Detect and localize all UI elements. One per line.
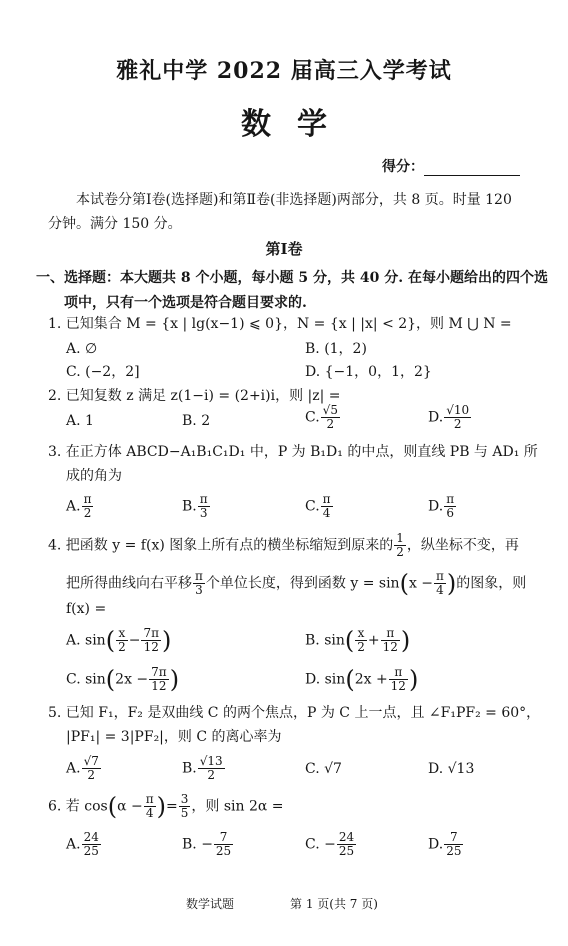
q6-stem-c: = xyxy=(166,798,178,815)
fraction-denominator: 12 xyxy=(143,640,159,654)
fraction-denominator: 2 xyxy=(357,640,365,654)
q2-option-a: A. 1 xyxy=(66,413,94,429)
q4-option-a-label: A. sin xyxy=(66,632,106,649)
q4-half-fraction xyxy=(394,532,406,559)
q2-option-c-label: C. xyxy=(305,409,320,426)
fraction-numerator: π xyxy=(322,492,331,506)
q4-c-fraction xyxy=(149,666,169,693)
q2-option-d-fraction xyxy=(444,404,471,431)
fraction-numerator: π xyxy=(436,569,444,583)
q4-b-fraction-1 xyxy=(355,627,367,654)
fraction-numerator: √5 xyxy=(322,403,338,417)
right-paren: ) xyxy=(169,665,180,694)
q3-option-b-fraction xyxy=(198,493,210,520)
q6-option-d xyxy=(428,831,464,858)
q4-option-d-label: D. sin xyxy=(305,671,346,688)
q5-option-a-label: A. xyxy=(66,760,81,777)
q4-option-d xyxy=(305,666,418,693)
q3-option-d xyxy=(428,493,457,520)
q4-shift-fraction xyxy=(193,570,205,597)
q6-option-c xyxy=(305,831,357,858)
left-paren: ( xyxy=(345,665,355,694)
fraction-numerator: √10 xyxy=(446,403,470,417)
q3-stem-line2: 成的角为 xyxy=(66,468,122,484)
q5-option-a xyxy=(66,755,102,782)
q5-option-b-label: B. xyxy=(182,760,197,777)
fraction-numerator: π xyxy=(195,569,203,583)
fraction-denominator: 2 xyxy=(83,506,92,520)
right-paren: ) xyxy=(446,569,457,598)
q4-a-fraction-1 xyxy=(116,627,128,654)
q4-a-fraction-2 xyxy=(141,627,161,654)
fraction-denominator: 2 xyxy=(396,545,404,559)
q4-d-fraction xyxy=(389,666,408,693)
q3-option-a xyxy=(66,493,94,520)
q6-stem-b: α − xyxy=(117,798,143,815)
footer-subject: 数学试题 xyxy=(186,897,235,911)
q1-option-a: A. ∅ xyxy=(66,341,98,357)
q6-value-fraction xyxy=(179,793,191,820)
q3-option-b xyxy=(182,493,211,520)
q2-option-c-fraction xyxy=(321,404,340,431)
q6-pi-fraction xyxy=(144,793,156,820)
fraction-denominator: 25 xyxy=(446,844,462,858)
q6-stem-a: 6. 若 cos xyxy=(48,798,108,815)
fraction-numerator: π xyxy=(145,792,154,806)
right-paren: ) xyxy=(161,626,172,655)
fraction-numerator: 1 xyxy=(396,531,404,545)
fraction-numerator: π xyxy=(83,492,92,506)
q2-option-b: B. 2 xyxy=(182,413,211,429)
q6-option-a xyxy=(66,831,102,858)
q4-option-b xyxy=(305,627,410,654)
fraction-numerator: π xyxy=(389,666,408,680)
fraction-numerator: π xyxy=(381,627,400,641)
q6-stem xyxy=(48,793,284,820)
part-heading: 一、选择题：本大题共 8 个小题，每小题 5 分，共 40 分. 在每小题给出的四个选项中，只有一个选项是符合题目要求的. xyxy=(36,270,548,311)
q4-stem-line1-b: ，纵坐标不变，再 xyxy=(406,537,519,554)
fraction-numerator: √13 xyxy=(199,754,223,768)
right-paren: ) xyxy=(400,626,411,655)
q5-stem-line1: 5. 已知 F₁，F₂ 是双曲线 C 的两个焦点，P 为 C 上一点，且 ∠F₁PF₂ = 60°， xyxy=(48,705,541,721)
q3-option-d-fraction xyxy=(444,493,456,520)
q3-option-b-label: B. xyxy=(182,498,197,515)
left-paren: ( xyxy=(399,569,409,598)
subject-title: 数学 xyxy=(241,107,353,142)
q3-option-c-fraction xyxy=(321,493,333,520)
q4-b-fraction-2 xyxy=(381,627,400,654)
q3-stem-line1: 3. 在正方体 ABCD−A₁B₁C₁D₁ 中，P 为 B₁D₁ 的中点，则直线 PB 与 AD₁ 所 xyxy=(48,444,538,460)
q2-stem: 2. 已知复数 z 满足 z(1−i) = (2+i)i，则 |z| = xyxy=(48,388,341,404)
right-paren: ) xyxy=(156,792,166,821)
fraction-numerator: 7π xyxy=(151,665,167,679)
fraction-denominator: 12 xyxy=(151,679,167,693)
fraction-numerator: 24 xyxy=(83,830,99,844)
q4-option-a xyxy=(66,627,171,654)
section-heading: 第Ⅰ卷 xyxy=(265,240,303,258)
q4-stem-line1-a: 4. 把函数 y = f(x) 图象上所有点的横坐标缩短到原来的 xyxy=(48,537,394,554)
q4-stem-line1 xyxy=(48,532,519,559)
fraction-denominator: 2 xyxy=(453,417,462,431)
q6-option-a-fraction xyxy=(82,831,101,858)
fraction-numerator: π xyxy=(199,492,208,506)
q2-option-d xyxy=(428,404,472,431)
fraction-denominator: 6 xyxy=(446,506,454,520)
exam-title: 雅礼中学 2022 届高三入学考试 xyxy=(116,58,452,84)
q4-d-term: 2x + xyxy=(354,671,388,688)
fraction-numerator: 7 xyxy=(214,831,233,845)
q4-stem-line2-b: 个单位长度，得到函数 y = sin xyxy=(205,575,400,592)
q5-option-c: C. √7 xyxy=(305,761,342,777)
q2-option-c xyxy=(305,404,341,431)
fraction-denominator: 4 xyxy=(145,806,154,820)
fraction-numerator: 24 xyxy=(338,830,355,844)
q4-stem-line2-c: x − xyxy=(408,575,434,592)
intro-text: 本试卷分第Ⅰ卷(选择题)和第Ⅱ卷(非选择题)两部分，共 8 页。时量 120 分钟。满分 150 分。 xyxy=(48,192,512,232)
q1-option-d: D. {−1，0，1，2} xyxy=(305,364,432,380)
fraction-denominator: 2 xyxy=(87,768,96,782)
fraction-numerator: 7π xyxy=(143,626,159,640)
q3-option-a-label: A. xyxy=(66,498,81,515)
q4-pi-fraction xyxy=(434,570,446,597)
fraction-denominator: 25 xyxy=(215,844,232,858)
fraction-denominator: 3 xyxy=(195,583,203,597)
right-paren: ) xyxy=(408,665,419,694)
fraction-denominator: 12 xyxy=(382,640,398,654)
q4-stem-line2-a: 把所得曲线向右平移 xyxy=(66,575,192,592)
footer-page-number: 第 1 页(共 7 页) xyxy=(290,897,378,911)
fraction-denominator: 25 xyxy=(83,844,99,858)
q6-option-a-label: A. xyxy=(66,836,81,853)
left-paren: ( xyxy=(344,626,355,655)
left-paren: ( xyxy=(107,792,118,821)
q6-option-b-label: B. − xyxy=(182,836,213,853)
operator: + xyxy=(367,632,380,649)
left-paren: ( xyxy=(105,626,116,655)
fraction-denominator: 4 xyxy=(436,583,444,597)
q4-stem-line2-d: 的图象，则 xyxy=(456,575,527,592)
q4-stem-line2 xyxy=(66,570,526,597)
q5-stem-line2: |PF₁| = 3|PF₂|，则 C 的离心率为 xyxy=(66,729,282,745)
q5-option-b xyxy=(182,755,226,782)
q5-option-a-fraction xyxy=(82,755,101,782)
q3-option-a-fraction xyxy=(82,493,94,520)
fraction-denominator: 2 xyxy=(118,640,126,654)
q3-option-c-label: C. xyxy=(305,498,320,515)
q6-option-d-fraction xyxy=(444,831,463,858)
q4-stem-line3: f(x) = xyxy=(66,601,107,617)
q4-c-term: 2x − xyxy=(115,671,149,688)
q4-option-c-label: C. sin xyxy=(66,671,106,688)
q5-option-d: D. √13 xyxy=(428,761,475,777)
fraction-numerator: √7 xyxy=(83,754,99,768)
q5-option-b-fraction xyxy=(198,755,225,782)
q6-option-c-fraction xyxy=(337,831,356,858)
fraction-numerator: 3 xyxy=(180,792,189,806)
q6-option-c-label: C. − xyxy=(305,836,336,853)
score-blank xyxy=(424,175,520,176)
q3-option-c xyxy=(305,493,334,520)
fraction-numerator: 7 xyxy=(444,831,463,845)
operator: − xyxy=(128,632,141,649)
fraction-denominator: 12 xyxy=(390,679,406,693)
q3-option-d-label: D. xyxy=(428,498,444,515)
q1-stem: 1. 已知集合 M = {x | lg(x−1) ⩽ 0}，N = {x | |x| < 2}，则 M ⋃ N = xyxy=(48,316,512,332)
fraction-denominator: 25 xyxy=(338,844,355,858)
fraction-denominator: 4 xyxy=(322,506,331,520)
q6-option-b-fraction xyxy=(214,831,233,858)
fraction-denominator: 3 xyxy=(199,506,208,520)
q2-option-d-label: D. xyxy=(428,409,444,426)
q1-option-b: B. (1，2) xyxy=(305,341,367,357)
fraction-denominator: 2 xyxy=(207,768,216,782)
score-label: 得分： xyxy=(382,159,424,175)
fraction-numerator: x xyxy=(355,627,367,641)
q6-option-b xyxy=(182,831,234,858)
fraction-denominator: 2 xyxy=(326,417,335,431)
q6-stem-d: ，则 sin 2α = xyxy=(191,798,284,815)
fraction-numerator: π xyxy=(446,492,455,506)
fraction-denominator: 5 xyxy=(180,806,189,820)
fraction-numerator: x xyxy=(116,627,128,641)
left-paren: ( xyxy=(105,665,116,694)
q4-option-c xyxy=(66,666,179,693)
q4-option-b-label: B. sin xyxy=(305,632,345,649)
q6-option-d-label: D. xyxy=(428,836,444,853)
q1-option-c: C. (−2，2] xyxy=(66,364,140,380)
